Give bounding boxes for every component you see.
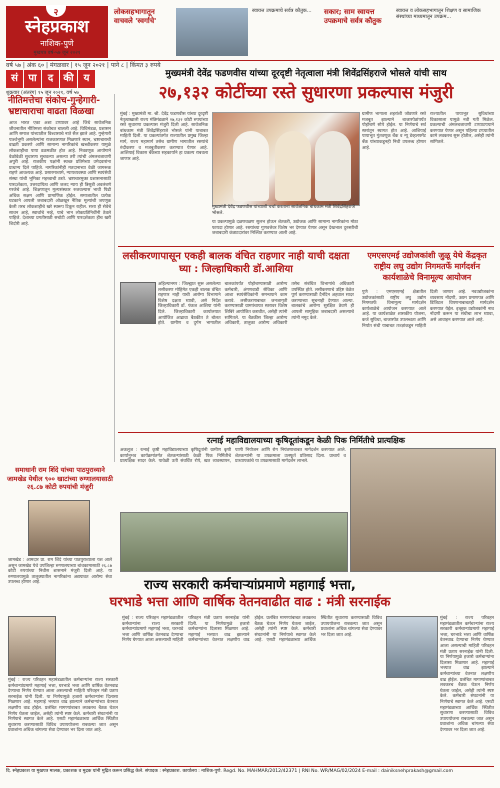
teaser-2-body: स्वायत्त उपक्रमाचे सर्वत्र कौतुक... bbox=[252, 8, 312, 14]
editorial-date: शुक्रवार (अंतरंग) १५ जून २०२१, वर्ष ५७ bbox=[6, 90, 79, 96]
story3-body: पुणे : एमएसएमई क्षेत्रातील उद्योजकांसाठी राष्ट्रीय लघु उद्योग निगमतर्फे विनामूल्य मार्गदर्शन कार्यशाळेचे आयोजन करण्यात आले आहे. या कार्यशाळेत शासकीय योजना, कर्ज सुविधा, बाजारपेठ उपलब्धता आणि निर्यात संधी याबाबत तज्ज्ञांकडून माहिती दिली जाणार आहे. नवउद्योजकांना व्यवसाय नोंदणी, उद्यम प्रमाणपत्र आणि डिजिटल विपणनाबाबतही मार्गदर्शन करण्यात येईल. इच्छुक उद्योजकांनी नाव नोंदणी करून या संधीचा लाभ घ्यावा, असे आवाहन करण्यात आले आहे. bbox=[362, 290, 494, 329]
lead-col-3: ग्रामीण भागाला शहरांशी जोडणारे रस्ते मजबूत झाल्याने बाजारपेठांपर्यंत पोहोचणे सोपे होईल. या निर्णयाचे सर्व स्तरांतून स्वागत होत आहे. आशियाई पायाभूत गुंतवणूक बँक व न्यू डेव्हलपमेंट बँक यांच्याकडूनही निधी उपलब्ध होणार आहे. bbox=[362, 112, 426, 151]
lead-kicker: मुख्यमंत्री देवेंद्र फडणवीस यांच्या दूरदृष्टी नेतृत्वाला मंत्री शिवेंद्रसिंहराजे भोसले यांची साथ bbox=[165, 69, 447, 79]
masthead bbox=[6, 6, 494, 60]
story6-headline-line2[interactable]: घरभाडे भत्ता आणि वार्षिक वेतनवाढीत वाढ : मंत्री सरनाईक bbox=[109, 595, 391, 610]
editorial-title[interactable]: नीतिमत्तेचा संकोच-गुन्हेगारी-भ्रष्टाचाराचा वाढता विळखा bbox=[8, 96, 101, 117]
editorial-body: आज भारत एका अशा टप्प्यावर आहे जिथे सार्वजनिक जीवनातील नीतिमत्ता संकोचत चालली आहे. विधिमंडळ, प्रशासन आणि समाज यांच्यातील विश्वासाचे नाते सैल झाले आहे. गुन्हेगारी पार्श्वभूमी असलेल्यांना राजकारणात मिळणारे स्थान, भ्रष्टाचाराची वाढती प्रकरणे आणि सामान्य नागरिकांचे खच्चीकरण यामुळे लोकशाहीचा पाया डळमळीत होत आहे. निवडणूक आयोगाने वेळोवेळी सुधारणा सुचवल्या असल्या तरी त्यांची अंमलबजावणी अपुरी आहे. राजकीय पक्षांनी स्वच्छ प्रतिमेच्या उमेदवारांना प्राधान्य दिले पाहिजे. नागरिकांनीही मतदानाच्या वेळी जागरूक राहणे आवश्यक आहे. प्रसारमाध्यमे, न्यायव्यवस्था आणि स्वयंसेवी संस्था यांची भूमिका महत्त्वाची ठरते. भ्रष्टाचारमुक्त प्रशासनासाठी पारदर्शकता, उत्तरदायित्व आणि जलद न्याय ही त्रिसूत्री अवलंबणे गरजेचे आहे. शिक्षणातून मूल्यसंस्कार रुजवल्यास भावी पिढी अधिक सक्षम आणि प्रामाणिक होईल. समाजातील प्रत्येक घटकाने आपली जबाबदारी ओळखून नैतिक मूल्यांची जपणूक केली तरच लोकशाहीचे खरे स्वरूप टिकून राहील. सत्ता ही सेवेचे साधन आहे, स्वार्थाचे नव्हे, याचे भान लोकप्रतिनिधींनी ठेवले पाहिजे. देशाच्या प्रगतीसाठी सचोटी आणि पारदर्शकता हीच खरी शिदोरी आहे. bbox=[9, 121, 111, 227]
editorial-letter: द bbox=[42, 70, 59, 88]
editorial-column bbox=[6, 94, 115, 462]
editorial-letter: पा bbox=[24, 70, 41, 88]
story5-body: जामखेड : आमदार प्रा. राम शिंदे यांच्या पाठपुराव्याला यश आले असून जामखेड येथे उपजिल्हा रुग्णालयाच्या बांधकामासाठी २६.८७ कोटी रुपयांच्या निधीस शासनाने मंजुरी दिली आहे. या रुग्णालयामुळे तालुक्यातील नागरिकांना अद्ययावत आरोग्य सेवा उपलब्ध होणार आहे. bbox=[8, 558, 112, 586]
person-figure bbox=[275, 131, 311, 201]
editorial-label bbox=[6, 70, 114, 94]
teaser-1-photo bbox=[176, 8, 248, 56]
brand-name: स्नेहप्रकाश bbox=[25, 17, 89, 37]
story4-photo bbox=[120, 512, 348, 572]
issue-line: मुखपत्र वर्ष-५७ जून २०२१ bbox=[33, 50, 81, 56]
lead-photo-caption: मुख्यमंत्री देवेंद्र फडणवीस यांच्याशी चर्चा करताना सार्वजनिक बांधकाम मंत्री शिवेंद्रसिंहराजे भोसले. bbox=[212, 205, 355, 216]
story4-photo-2 bbox=[350, 448, 496, 572]
lead-col-4: राज्यातील पायाभूत सुविधांच्या विकासाला यामुळे नवी गती मिळेल. प्रकल्पाची अंमलबजावणी टप्प्याटप्प्याने करण्यात येणार असून पहिल्या टप्प्यातील कामे लवकरच सुरू होतील, असेही त्यांनी सांगितले. bbox=[430, 112, 494, 145]
divider bbox=[118, 246, 494, 247]
story2-headline[interactable]: लसीकरणापासून एकही बालक वंचित राहणार नाही याची दक्षता घ्या : जिल्हाधिकारी डॉ.आशिया bbox=[122, 251, 350, 275]
lead-col-1: मुंबई : मुख्यमंत्री मा. श्री. देवेंद्र फडणवीस यांच्या दूरदृष्टी नेतृत्वाखाली राज्य मंत्रिमंडळाने २७,१३२ कोटी रुपयांच्या रस्ते सुधारणा प्रकल्पास मंजुरी दिली आहे. सार्वजनिक बांधकाम मंत्री शिवेंद्रसिंहराजे भोसले यांनी याबाबत माहिती दिली. या प्रकल्पांतर्गत राज्यातील प्रमुख जिल्हा मार्ग, राज्य महामार्ग तसेच ग्रामीण भागातील रस्त्यांचे रुंदीकरण व मजबुतीकरण करण्यात येणार आहे. आशियाई विकास बँकेच्या सहकार्याने हा प्रकल्प राबवला जाणार आहे. bbox=[120, 112, 208, 162]
story6-headline-line1[interactable]: राज्य सरकारी कर्मचाऱ्यांप्रमाणे महागाई भत्ता, bbox=[144, 578, 356, 593]
story6-body: मुंबई : राज्य परिवहन महामंडळातील कर्मचाऱ्यांना राज्य सरकारी कर्मचाऱ्यांप्रमाणे महागाई भत्ता, घरभाडे भत्ता आणि वार्षिक वेतनवाढ देण्याचा निर्णय घेण्यात आला असल्याची माहिती परिवहन मंत्री प्रताप सरनाईक यांनी दिली. या निर्णयामुळे हजारो कर्मचाऱ्यांना दिलासा मिळणार आहे. महागाई भत्त्यात वाढ झाल्याने कर्मचाऱ्यांच्या वेतनात लक्षणीय वाढ होईल. प्रलंबित मागण्यांबाबत लवकरच बैठक घेऊन निर्णय घेतला जाईल, असेही त्यांनी स्पष्ट केले. कर्मचारी संघटनांनी या निर्णयाचे स्वागत केले आहे. एसटी महामंडळाच्या आर्थिक स्थितीत सुधारणा करण्यासाठी विविध उपाययोजना राबवल्या जात असून प्रवाशांना अधिक चांगल्या सेवा देण्यावर भर दिला जात आहे. bbox=[122, 616, 382, 644]
edition-city: नाशिक-पुणे bbox=[40, 39, 74, 48]
lead-photo bbox=[212, 112, 360, 206]
story6-photo-left bbox=[8, 616, 56, 676]
teaser-1-title[interactable]: लोकसहभागातून वाचवले 'स्वर्गाचे' bbox=[114, 8, 157, 25]
story5-photo bbox=[28, 500, 90, 556]
imprint-text: दि. स्नेहप्रकाश या मुखपत्र मालक, प्रकाशक व मुद्रक यांनी मुद्रित करून प्रसिद्ध केले. संपादक : स्नेहप्रकाश. कार्यालय : नाशिक-पुणे. Regd. No. MAHMAR/2012/42371 | RNI No. WR/MAG/02/2024 bbox=[6, 769, 361, 774]
editorial-letter: सं bbox=[6, 70, 23, 88]
lead-col-2: या प्रकल्पामुळे दळणवळण सुलभ होऊन शेतकरी, उद्योजक आणि सामान्य नागरिकांना मोठा फायदा होणार आहे. रस्त्यांच्या गुणवत्तेवर विशेष भर देण्यात येणार असून देखभाल दुरुस्तीची जबाबदारी कंत्राटदारांवर निश्चित करण्यात आली आहे. bbox=[212, 220, 358, 237]
teaser-3-body: स्वायत्त व लोकसहभागातून शिक्षण व सामाजिक संस्थांच्या माध्यमातून उपक्रम... bbox=[396, 8, 481, 20]
person-figure bbox=[233, 131, 269, 201]
story2-photo bbox=[120, 282, 156, 324]
story3-headline[interactable]: एमएसएमई उद्योजकांशी जुळू येथे केंद्रकृत राष्ट्रीय लघु उद्योग निगमतर्फे मार्गदर्शन कार्यशाळेचे विनामूल्य आयोजन bbox=[367, 251, 487, 282]
editorial-letter: की bbox=[60, 70, 77, 88]
edition-number: २ bbox=[46, 5, 66, 17]
story4-headline[interactable]: रत्नाई महाविद्यालयाच्या कृषिदूतांकडून केळी पिक निर्मितीचे प्रात्यक्षिक bbox=[207, 436, 405, 445]
lead-headline-block bbox=[118, 68, 494, 105]
lead-headline[interactable]: २७,१३२ कोटींच्या रस्ते सुधारणा प्रकल्पास मंजुरी bbox=[158, 83, 454, 103]
story6-body-left: मुंबई : राज्य परिवहन महामंडळातील कर्मचाऱ्यांना राज्य सरकारी कर्मचाऱ्यांप्रमाणे महागाई भत्ता, घरभाडे भत्ता आणि वार्षिक वेतनवाढ देण्याचा निर्णय घेण्यात आला असल्याची माहिती परिवहन मंत्री प्रताप सरनाईक यांनी दिली. या निर्णयामुळे हजारो कर्मचाऱ्यांना दिलासा मिळणार आहे. महागाई भत्त्यात वाढ झाल्याने कर्मचाऱ्यांच्या वेतनात लक्षणीय वाढ होईल. प्रलंबित मागण्यांबाबत लवकरच बैठक घेऊन निर्णय घेतला जाईल, असेही त्यांनी स्पष्ट केले. कर्मचारी संघटनांनी या निर्णयाचे स्वागत केले आहे. एसटी महामंडळाच्या आर्थिक स्थितीत सुधारणा करण्यासाठी विविध उपाययोजना राबवल्या जात असून प्रवाशांना अधिक चांगल्या सेवा देण्यावर भर दिला जात आहे. bbox=[8, 678, 118, 734]
person-figure bbox=[315, 131, 351, 201]
teaser-2-title[interactable]: सकार; साम स्वायत्त उपक्रमाचे सर्वत्र कौतुक bbox=[324, 8, 382, 25]
imprint-footer bbox=[6, 766, 494, 775]
editorial-letter: य bbox=[78, 70, 95, 88]
imprint-email[interactable]: E-mail : dainiksnehprakash@gmail.com bbox=[362, 769, 453, 774]
story6-body-right: मुंबई : राज्य परिवहन महामंडळातील कर्मचाऱ्यांना राज्य सरकारी कर्मचाऱ्यांप्रमाणे महागाई भत्ता, घरभाडे भत्ता आणि वार्षिक वेतनवाढ देण्याचा निर्णय घेण्यात आला असल्याची माहिती परिवहन मंत्री प्रताप सरनाईक यांनी दिली. या निर्णयामुळे हजारो कर्मचाऱ्यांना दिलासा मिळणार आहे. महागाई भत्त्यात वाढ झाल्याने कर्मचाऱ्यांच्या वेतनात लक्षणीय वाढ होईल. प्रलंबित मागण्यांबाबत लवकरच बैठक घेऊन निर्णय घेतला जाईल, असेही त्यांनी स्पष्ट केले. कर्मचारी संघटनांनी या निर्णयाचे स्वागत केले आहे. एसटी महामंडळाच्या आर्थिक स्थितीत सुधारणा करण्यासाठी विविध उपाययोजना राबवल्या जात असून प्रवाशांना अधिक चांगल्या सेवा देण्यावर भर दिला जात आहे. bbox=[440, 616, 494, 733]
story4-body: अकलूज : रत्नाई कृषी महाविद्यालयाच्या कृषिदूतांनी ग्रामीण कृषी कार्यानुभव कार्यक्रमांतर्गत शेतकऱ्यांसाठी केळी पिक निर्मितीचे प्रात्यक्षिक सादर केले. यावेळी उती संवर्धित रोपे, खत व्यवस्थापन, पाणी नियोजन आणि रोग नियंत्रणाबाबत मार्गदर्शन करण्यात आले. शेतकऱ्यांनी या उपक्रमाला उत्स्फूर्त प्रतिसाद दिला. प्राचार्य व प्राध्यापकांचे या उपक्रमासाठी मार्गदर्शन लाभले. bbox=[120, 448, 346, 465]
story5-headline[interactable]: समाधानी राम शिंदे यांच्या पाठपुराव्याने जामखेड येथील ९०० खाटांच्या रुग्णालयासाठी २६.८७ कोटी रुपयांची मंजुरी bbox=[7, 466, 113, 491]
story2-body: अहिल्यानगर : जिल्ह्यात सुरू असलेल्या लसीकरण मोहिमेत एकही बालक वंचित राहणार नाही याची आरोग्य विभागाने विशेष दक्षता घ्यावी, असे निर्देश जिल्हाधिकारी डॉ. पंकज आशिया यांनी दिले. जिल्हाधिकारी कार्यालयात आयोजित आढावा बैठकीत ते बोलत होते. ग्रामीण व दुर्गम भागातील बालकांपर्यंत पोहोचण्यासाठी आरोग्य कर्मचारी, अंगणवाडी सेविका आणि आशा स्वयंसेविकांनी समन्वयाने काम करावे. लसीकरणाबाबत जनजागृती करण्यासाठी ग्रामपंचायत स्तरावर विशेष शिबिरे आयोजित करावीत, असेही त्यांनी सांगितले. या बैठकीस जिल्हा आरोग्य अधिकारी, तालुका आरोग्य अधिकारी तसेच संबंधित विभागांचे अधिकारी उपस्थित होते. लसीकरणाचे उद्दिष्ट वेळेत पूर्ण करण्यासाठी दैनंदिन अहवाल सादर करण्याच्या सूचनाही देण्यात आल्या. बालकांचे आरोग्य सुरक्षित ठेवणे ही आपली सामूहिक जबाबदारी असल्याचे त्यांनी नमूद केले. bbox=[158, 282, 354, 327]
story6-photo-right bbox=[386, 616, 438, 678]
story6-headline-block bbox=[6, 577, 494, 611]
divider bbox=[118, 432, 494, 433]
dateline: वर्ष ५७ | अंक ६० | मंगळवार | १५ जून २०२१ | पाने ८ | किंमत ३ रुपये bbox=[6, 60, 494, 71]
